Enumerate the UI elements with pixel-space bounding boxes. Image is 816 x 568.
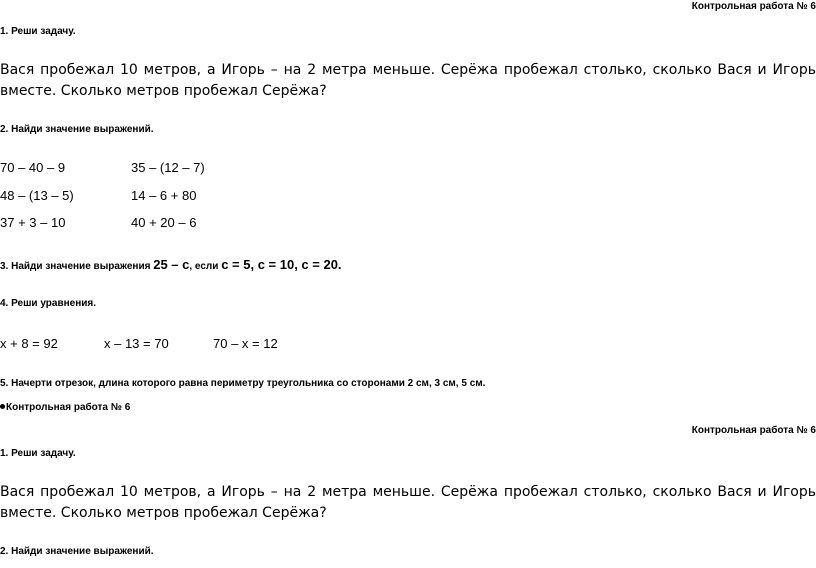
task1-text: Вася пробежал 10 метров, а Игорь – на 2 метра меньше. Серёжа пробежал столько, сколько Вася и Игорь вместе. Сколько метров пробежал Серёжа? xyxy=(0,62,816,99)
bullet-icon xyxy=(0,404,5,409)
page2-task1-text: Вася пробежал 10 метров, а Игорь – на 2 метра меньше. Серёжа пробежал столько, сколько Вася и Игорь вместе. Сколько метров пробежал Серёжа? xyxy=(0,484,816,521)
task5-title: 5. Начерти отрезок, длина которого равна периметру треугольника со сторонами 2 см, 3 см, 5 см. xyxy=(0,378,486,389)
expression-3-2: 40 + 20 – 6 xyxy=(131,215,197,230)
equation-2: х – 13 = 70 xyxy=(104,336,169,351)
task3-title xyxy=(0,257,342,272)
task3-prefix: 3. Найди значение выражения xyxy=(0,261,154,272)
page2-header: Контрольная работа № 6 xyxy=(691,425,816,436)
page-header: Контрольная работа № 6 xyxy=(691,1,816,12)
task3-mid: , если xyxy=(189,261,222,272)
expression-1-2: 35 – (12 – 7) xyxy=(131,160,205,175)
page2-task1-title: 1. Реши задачу. xyxy=(0,448,76,459)
expression-1-1: 70 – 40 – 9 xyxy=(0,160,66,175)
task1-title: 1. Реши задачу. xyxy=(0,26,76,37)
expression-2-1: 48 – (13 – 5) xyxy=(0,188,74,203)
task2-title: 2. Найди значение выражений. xyxy=(0,124,154,135)
expression-3-1: 37 + 3 – 10 xyxy=(0,215,66,230)
page2-task2-title: 2. Найди значение выражений. xyxy=(0,546,154,557)
task4-title: 4. Реши уравнения. xyxy=(0,298,97,309)
divider-label-text: Контрольная работа № 6 xyxy=(6,402,131,413)
expression-2-2: 14 – 6 + 80 xyxy=(131,188,197,203)
task3-expression: 25 – с xyxy=(153,257,190,272)
task3-values: с = 5, с = 10, с = 20. xyxy=(221,257,342,272)
divider-label xyxy=(0,402,130,413)
equation-3: 70 – х = 12 xyxy=(213,336,278,351)
equation-1: х + 8 = 92 xyxy=(0,336,58,351)
